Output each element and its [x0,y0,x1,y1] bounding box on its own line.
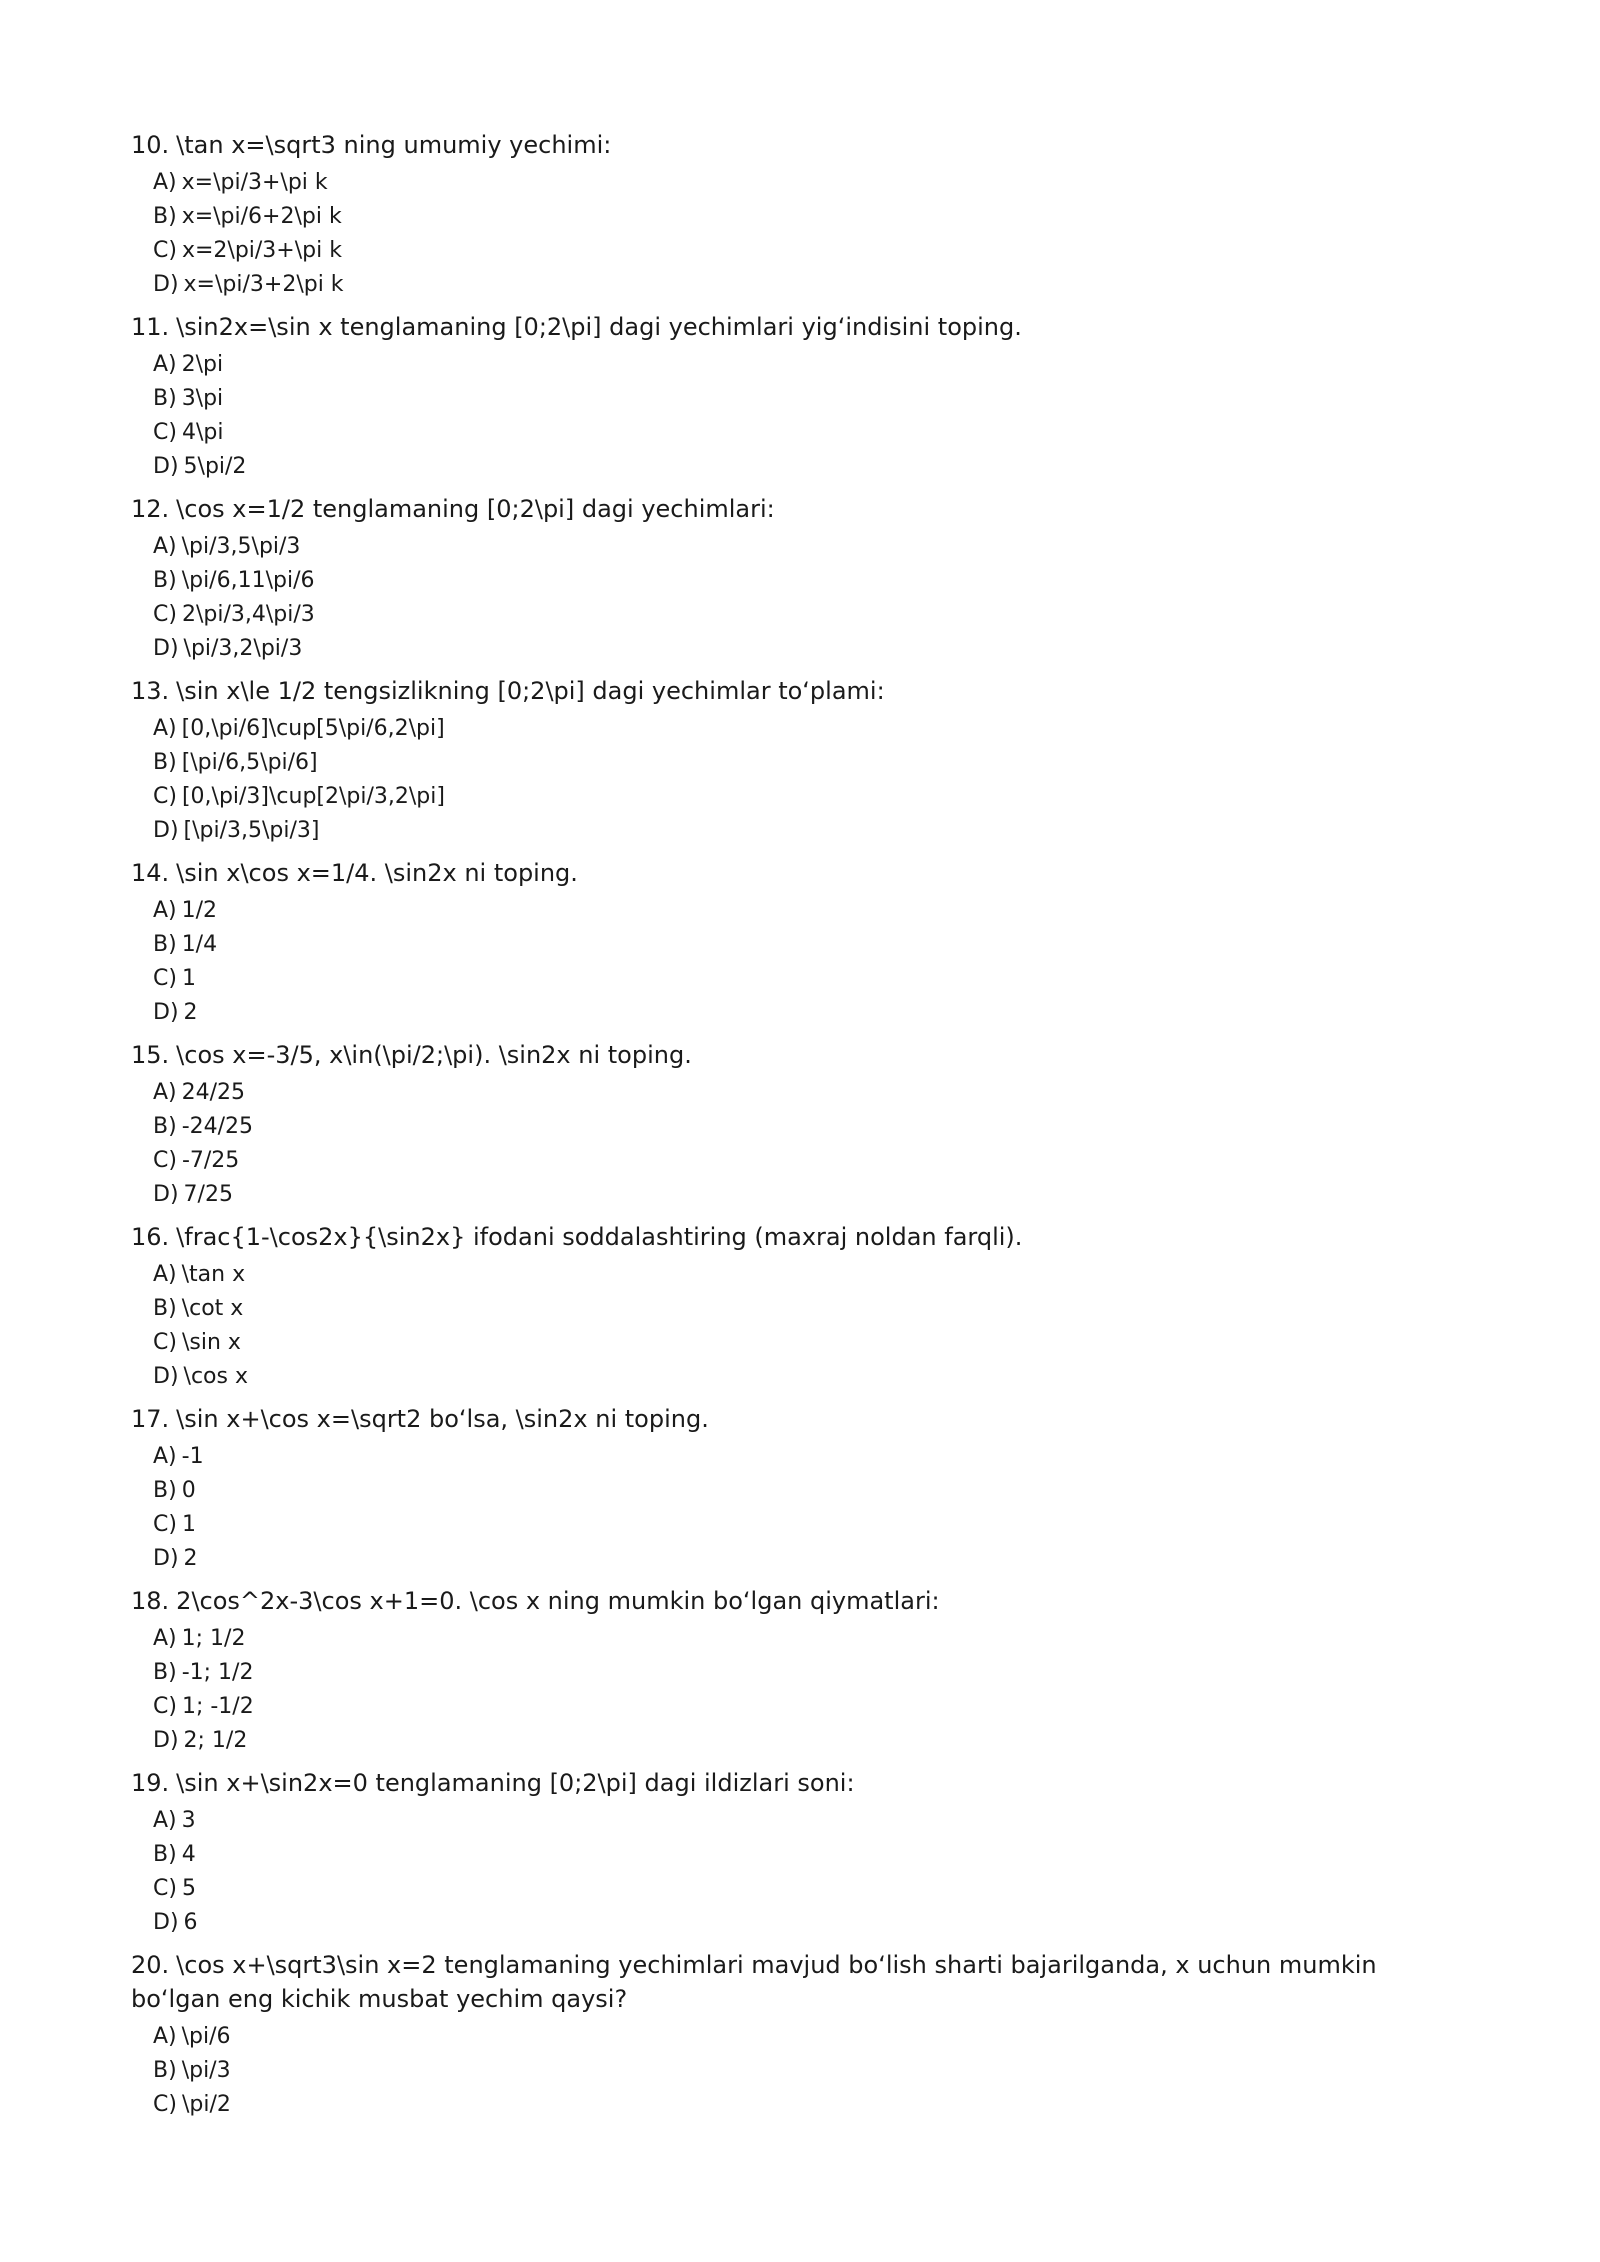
option-letter: A) [153,898,177,923]
answer-option [153,746,1461,780]
answer-option [153,598,1461,632]
test-page [131,128,1461,2130]
option-text: 1; -1/2 [181,1694,254,1719]
option-letter: A) [153,716,177,741]
question-text [131,1948,1461,2016]
option-letter: C) [153,602,177,627]
option-letter: D) [153,454,179,479]
answer-option [153,632,1461,666]
answer-options [131,2020,1461,2122]
option-letter: A) [153,1808,177,1833]
question-number: 14. [131,859,170,887]
question-text [131,1038,1461,1072]
option-text: \pi/3,5\pi/3 [181,534,301,559]
option-letter: D) [153,1728,179,1753]
option-letter: C) [153,1330,177,1355]
answer-option [153,1838,1461,1872]
answer-option [153,1622,1461,1656]
question-block [131,1948,1461,2122]
option-text: \pi/3,2\pi/3 [183,636,303,661]
option-text: 24/25 [181,1080,246,1105]
question-block [131,674,1461,848]
answer-options [131,712,1461,848]
option-letter: D) [153,818,179,843]
answer-option [153,928,1461,962]
option-letter: D) [153,1910,179,1935]
option-text: 7/25 [183,1182,233,1207]
answer-option [153,1804,1461,1838]
question-number: 20. [131,1951,170,1979]
option-text: 2\pi/3,4\pi/3 [181,602,315,627]
question-number: 12. [131,495,170,523]
answer-options [131,348,1461,484]
option-text: 2 [183,1000,198,1025]
question-block [131,1402,1461,1576]
question-statement: \frac{1-\cos2x}{\sin2x} ifodani soddalashtiring (maxraj noldan farqli). [176,1223,1023,1251]
answer-options [131,530,1461,666]
answer-option [153,1144,1461,1178]
option-letter: D) [153,1364,179,1389]
option-letter: C) [153,1512,177,1537]
answer-option [153,780,1461,814]
question-text [131,492,1461,526]
question-block [131,128,1461,302]
option-letter: B) [153,1660,177,1685]
answer-option [153,1076,1461,1110]
answer-options [131,1440,1461,1576]
option-text: x=2\pi/3+\pi k [181,238,342,263]
question-text [131,1402,1461,1436]
option-text: 1 [181,1512,196,1537]
question-statement: \cos x+\sqrt3\sin x=2 tenglamaning yechimlari mavjud bo‘lish sharti bajarilganda, x uchun mumkin bo‘lgan eng kichik musbat yechim qaysi? [131,1951,1377,2013]
option-letter: B) [153,750,177,775]
answer-option [153,268,1461,302]
option-letter: B) [153,1296,177,1321]
answer-option [153,1872,1461,1906]
option-letter: D) [153,272,179,297]
question-text [131,1584,1461,1618]
answer-option [153,1440,1461,1474]
option-letter: B) [153,932,177,957]
option-text: 3 [181,1808,196,1833]
option-letter: B) [153,1478,177,1503]
answer-option [153,166,1461,200]
answer-options [131,1258,1461,1394]
answer-option [153,450,1461,484]
question-number: 11. [131,313,170,341]
question-text [131,128,1461,162]
question-statement: 2\cos^2x-3\cos x+1=0. \cos x ning mumkin bo‘lgan qiymatlari: [176,1587,940,1615]
option-text: \pi/6 [181,2024,231,2049]
option-text: [0,\pi/3]\cup[2\pi/3,2\pi] [181,784,445,809]
option-text: x=\pi/6+2\pi k [181,204,342,229]
option-text: \tan x [181,1262,246,1287]
option-letter: C) [153,1148,177,1173]
answer-option [153,2020,1461,2054]
answer-options [131,894,1461,1030]
question-number: 13. [131,677,170,705]
option-text: \pi/2 [181,2092,231,2117]
option-letter: D) [153,1546,179,1571]
option-letter: A) [153,1626,177,1651]
question-statement: \tan x=\sqrt3 ning umumiy yechimi: [176,131,612,159]
question-number: 19. [131,1769,170,1797]
question-block [131,1038,1461,1212]
answer-option [153,1724,1461,1758]
question-statement: \sin x+\sin2x=0 tenglamaning [0;2\pi] dagi ildizlari soni: [176,1769,855,1797]
answer-option [153,1474,1461,1508]
answer-option [153,1906,1461,1940]
question-number: 18. [131,1587,170,1615]
option-letter: D) [153,1000,179,1025]
option-text: [\pi/6,5\pi/6] [181,750,318,775]
question-text [131,310,1461,344]
question-statement: \cos x=1/2 tenglamaning [0;2\pi] dagi yechimlari: [176,495,775,523]
option-text: 1 [181,966,196,991]
answer-option [153,530,1461,564]
option-text: -7/25 [181,1148,240,1173]
question-statement: \sin x+\cos x=\sqrt2 bo‘lsa, \sin2x ni toping. [176,1405,709,1433]
option-text: 4\pi [181,420,224,445]
option-letter: C) [153,1694,177,1719]
option-text: 1; 1/2 [181,1626,246,1651]
option-text: 6 [183,1910,198,1935]
option-text: 0 [181,1478,196,1503]
option-text: -24/25 [181,1114,254,1139]
option-text: 2\pi [181,352,224,377]
option-text: 2 [183,1546,198,1571]
answer-option [153,1326,1461,1360]
question-block [131,310,1461,484]
option-text: 2; 1/2 [183,1728,248,1753]
option-text: \cot x [181,1296,244,1321]
question-statement: \sin2x=\sin x tenglamaning [0;2\pi] dagi yechimlari yig‘indisini toping. [176,313,1022,341]
option-letter: C) [153,420,177,445]
option-letter: B) [153,386,177,411]
option-letter: D) [153,1182,179,1207]
answer-options [131,1622,1461,1758]
question-number: 15. [131,1041,170,1069]
question-text [131,856,1461,890]
question-statement: \sin x\le 1/2 tengsizlikning [0;2\pi] dagi yechimlar to‘plami: [176,677,885,705]
answer-option [153,1656,1461,1690]
answer-option [153,564,1461,598]
question-block [131,1584,1461,1758]
answer-option [153,348,1461,382]
option-letter: A) [153,1080,177,1105]
answer-option [153,712,1461,746]
option-text: 1/2 [181,898,218,923]
option-letter: C) [153,1876,177,1901]
option-text: -1; 1/2 [181,1660,254,1685]
question-block [131,1766,1461,1940]
answer-option [153,1292,1461,1326]
option-letter: A) [153,2024,177,2049]
question-text [131,1766,1461,1800]
option-text: \cos x [183,1364,248,1389]
option-text: 5\pi/2 [183,454,247,479]
answer-option [153,416,1461,450]
answer-options [131,1076,1461,1212]
option-text: 1/4 [181,932,218,957]
option-letter: A) [153,1444,177,1469]
option-letter: A) [153,1262,177,1287]
answer-option [153,996,1461,1030]
question-number: 10. [131,131,170,159]
option-letter: A) [153,170,177,195]
answer-option [153,2054,1461,2088]
option-letter: C) [153,238,177,263]
answer-option [153,234,1461,268]
answer-option [153,200,1461,234]
answer-option [153,1178,1461,1212]
question-text [131,674,1461,708]
answer-options [131,166,1461,302]
option-text: \pi/6,11\pi/6 [181,568,315,593]
answer-option [153,382,1461,416]
option-text: 3\pi [181,386,224,411]
question-statement: \sin x\cos x=1/4. \sin2x ni toping. [176,859,578,887]
option-letter: A) [153,352,177,377]
question-block [131,492,1461,666]
option-text: [\pi/3,5\pi/3] [183,818,320,843]
option-text: 5 [181,1876,196,1901]
option-text: x=\pi/3+2\pi k [183,272,344,297]
question-text [131,1220,1461,1254]
option-text: x=\pi/3+\pi k [181,170,328,195]
option-letter: C) [153,784,177,809]
question-number: 16. [131,1223,170,1251]
question-block [131,856,1461,1030]
question-number: 17. [131,1405,170,1433]
option-letter: B) [153,568,177,593]
option-letter: D) [153,636,179,661]
option-letter: B) [153,1842,177,1867]
answer-option [153,1690,1461,1724]
option-letter: C) [153,966,177,991]
question-block [131,1220,1461,1394]
answer-option [153,1542,1461,1576]
answer-option [153,2088,1461,2122]
option-text: 4 [181,1842,196,1867]
option-letter: B) [153,2058,177,2083]
question-statement: \cos x=-3/5, x\in(\pi/2;\pi). \sin2x ni toping. [176,1041,692,1069]
answer-option [153,962,1461,996]
answer-option [153,814,1461,848]
answer-option [153,1508,1461,1542]
option-letter: A) [153,534,177,559]
answer-options [131,1804,1461,1940]
option-letter: C) [153,2092,177,2117]
option-text: \pi/3 [181,2058,231,2083]
option-text: -1 [181,1444,204,1469]
option-letter: B) [153,1114,177,1139]
answer-option [153,894,1461,928]
option-text: \sin x [181,1330,241,1355]
answer-option [153,1360,1461,1394]
answer-option [153,1258,1461,1292]
option-letter: B) [153,204,177,229]
option-text: [0,\pi/6]\cup[5\pi/6,2\pi] [181,716,445,741]
answer-option [153,1110,1461,1144]
